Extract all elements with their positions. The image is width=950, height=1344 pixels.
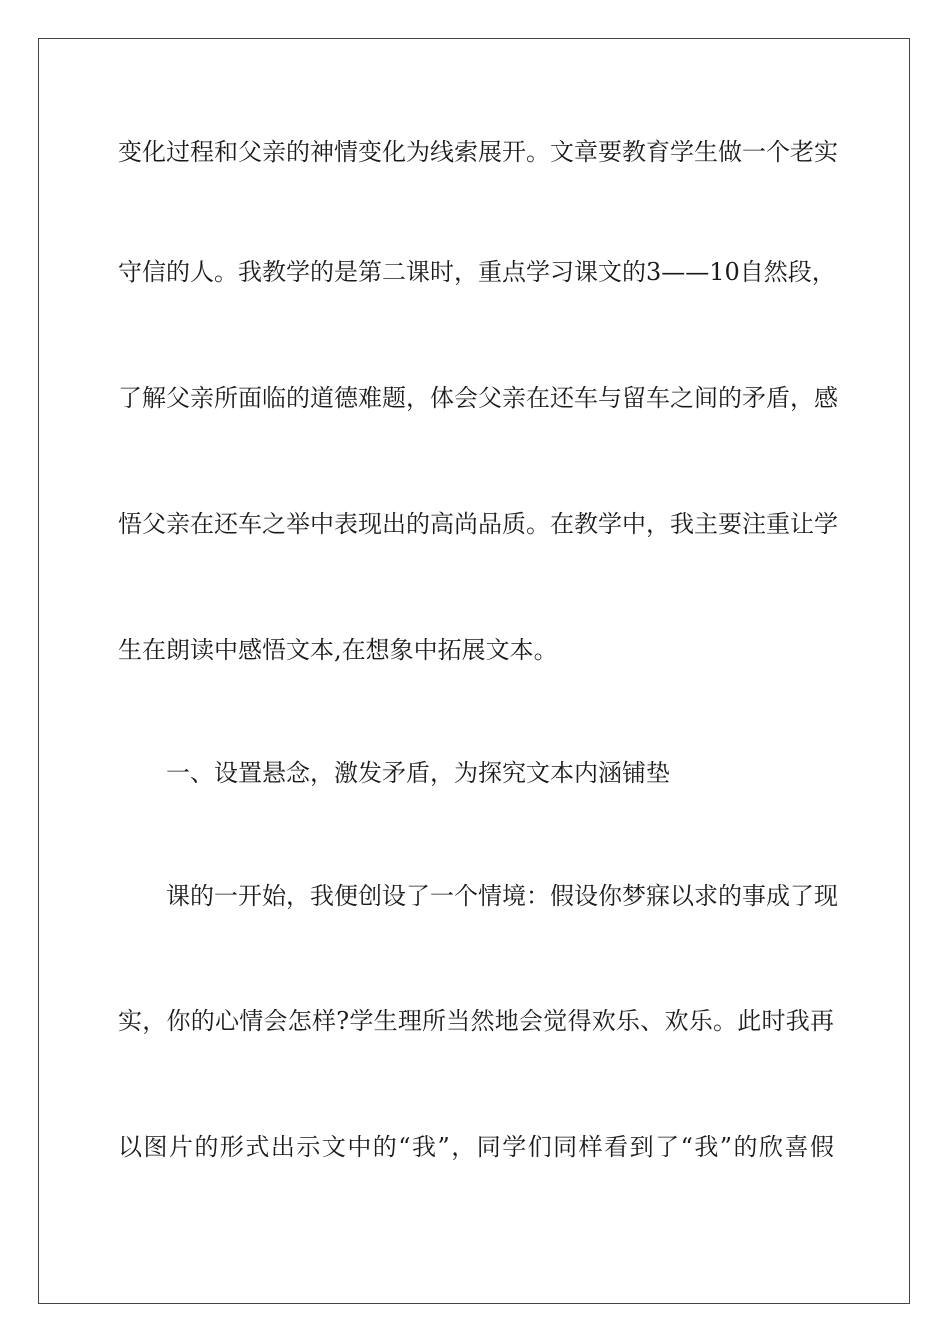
paragraph-line: 悟父亲在还车之举中表现出的高尚品质。在教学中，我主要注重让学 bbox=[118, 510, 838, 538]
paragraph-line: 守信的人。我教学的是第二课时，重点学习课文的3——10自然段， bbox=[118, 258, 836, 286]
paragraph-line: 实，你的心情会怎样?学生理所当然地会觉得欢乐、欢乐。此时我再 bbox=[118, 1007, 834, 1035]
paragraph-line: 生在朗读中感悟文本,在想象中拓展文本。 bbox=[118, 636, 558, 664]
paragraph-line: 变化过程和父亲的神情变化为线索展开。文章要教育学生做一个老实 bbox=[118, 138, 838, 166]
paragraph-line: 了解父亲所面临的道德难题，体会父亲在还车与留车之间的矛盾，感 bbox=[118, 384, 838, 412]
paragraph-line: 课的一开始，我便创设了一个情境：假设你梦寐以求的事成了现 bbox=[166, 882, 838, 910]
page-border bbox=[38, 38, 910, 1304]
paragraph-line: 以图片的形式出示文中的“我”，同学们同样看到了“我”的欣喜假 bbox=[118, 1133, 834, 1161]
section-heading: 一、设置悬念，激发矛盾，为探究文本内涵铺垫 bbox=[166, 759, 670, 787]
